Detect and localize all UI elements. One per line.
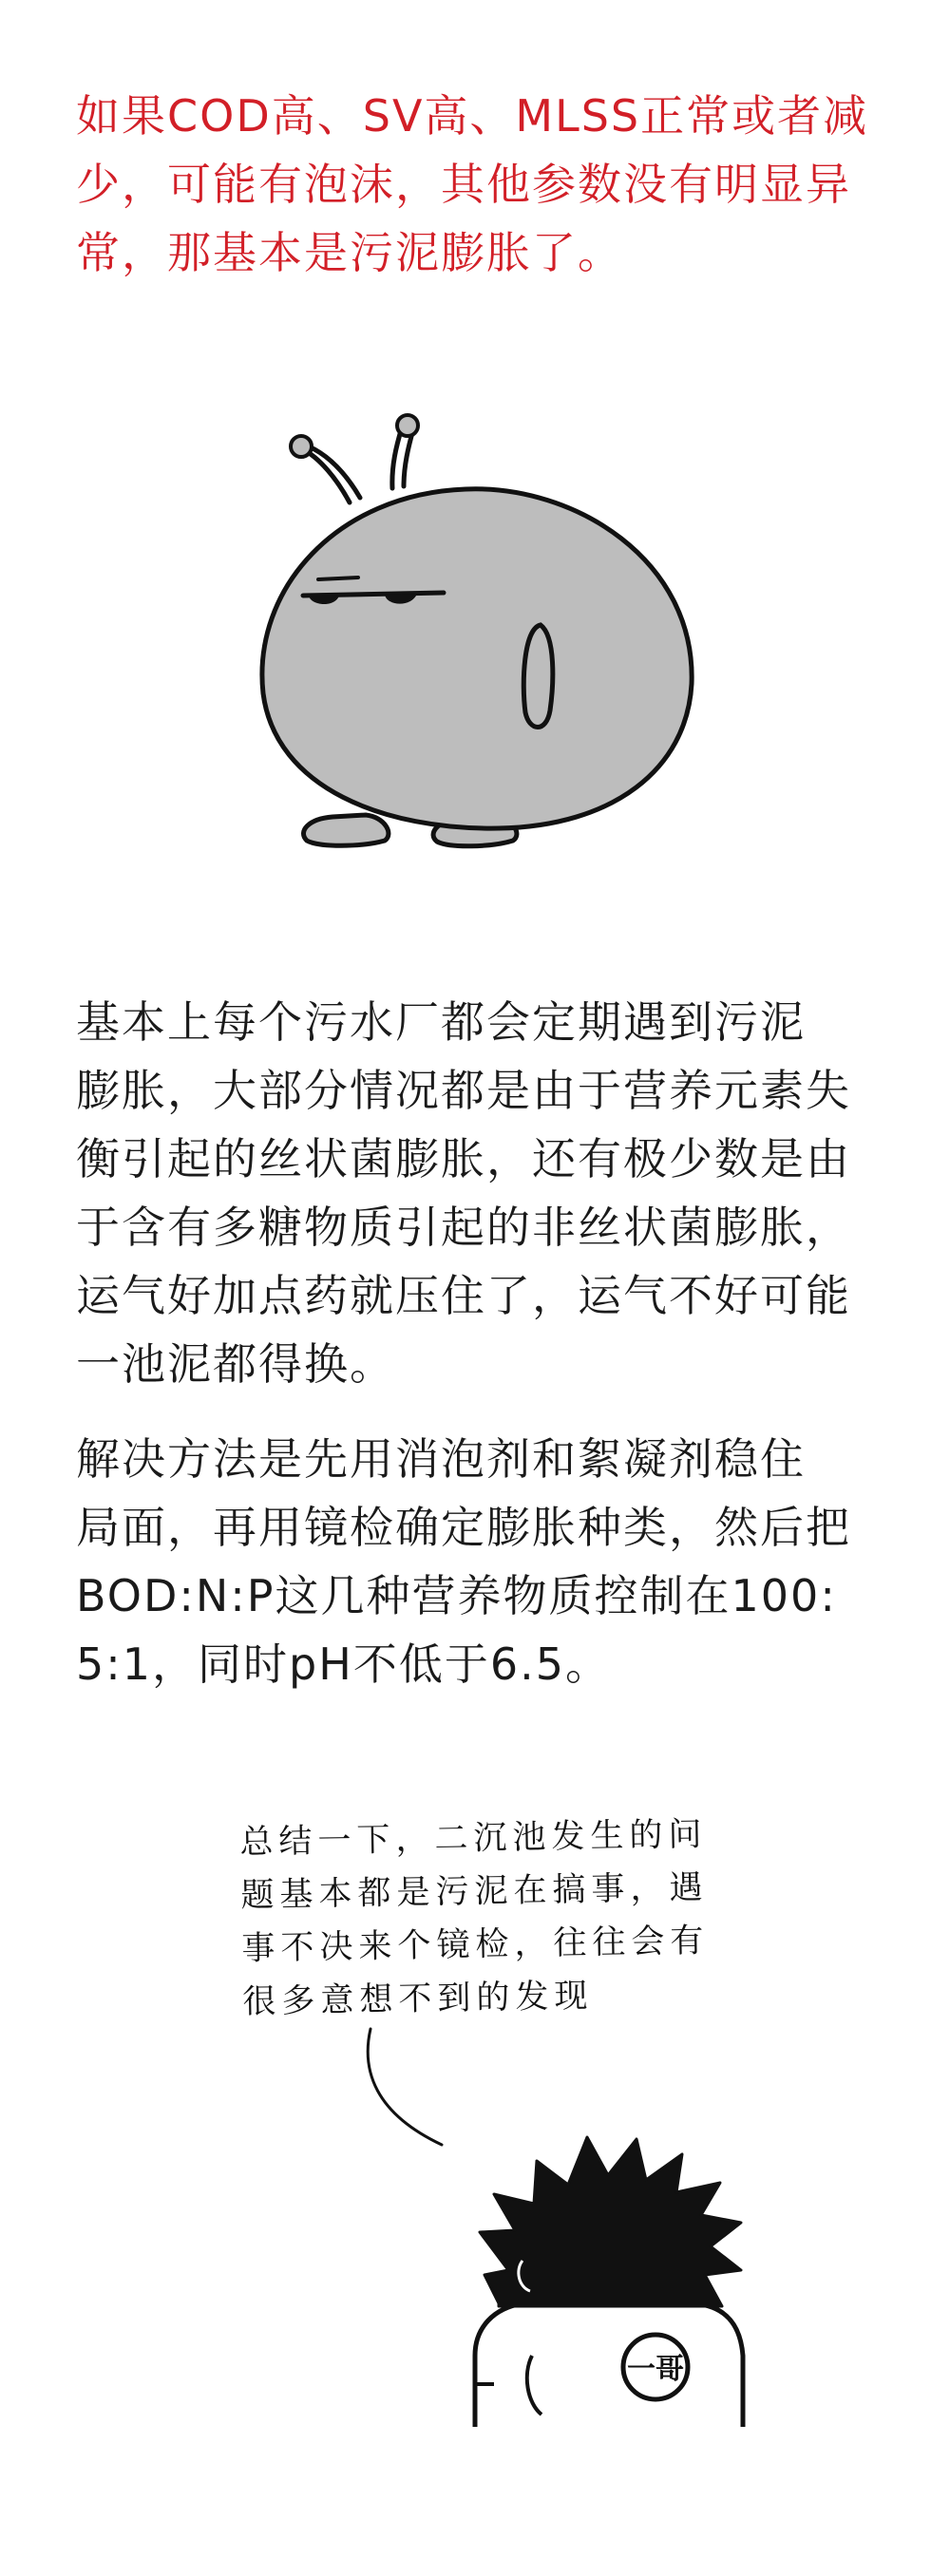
blob-body — [262, 489, 692, 828]
solution-paragraph — [76, 1425, 893, 1698]
badge-text: 一哥 — [627, 2353, 684, 2386]
speech-text — [239, 1808, 711, 2029]
speech-line: 题基本都是污泥在搞事，遇 — [240, 1868, 709, 1915]
explanation-line: 运气好加点药就压住了，运气不好可能 — [76, 1270, 851, 1321]
solution-line: 解决方法是先用消泡剂和絮凝剂稳住 — [76, 1433, 806, 1485]
intro-paragraph — [76, 82, 893, 287]
antenna-right — [392, 415, 418, 488]
intro-line: 常，那基本是污泥膨胀了。 — [76, 227, 623, 278]
explanation-line: 于含有多糖物质引起的非丝状菌膨胀， — [76, 1202, 851, 1253]
explanation-line: 一池泥都得换。 — [76, 1338, 395, 1390]
speech-line: 总结一下，二沉池发生的问 — [239, 1815, 708, 1862]
solution-line: 局面，再用镜检确定膨胀种类，然后把 — [76, 1502, 851, 1553]
character-body — [475, 2303, 743, 2427]
speech-pointer-line — [352, 2023, 466, 2156]
gray-blob-mascot-illustration — [242, 408, 708, 860]
explanation-line: 基本上每个污水厂都会定期遇到污泥 — [76, 996, 806, 1048]
solution-line: 5:1，同时pH不低于6.5。 — [76, 1638, 611, 1690]
intro-line: 如果COD高、SV高、MLSS正常或者减 — [76, 90, 869, 142]
solution-line: BOD:N:P这几种营养物质控制在100: — [76, 1570, 837, 1621]
character-illustration — [456, 2071, 770, 2427]
antenna-left — [291, 436, 360, 502]
explanation-line: 衡引起的丝状菌膨胀，还有极少数是由 — [76, 1133, 851, 1184]
explanation-paragraph — [76, 988, 893, 1398]
character-badge — [623, 2335, 688, 2399]
explanation-line: 膨胀，大部分情况都是由于营养元素失 — [76, 1065, 851, 1116]
speech-line: 很多意想不到的发现 — [242, 1977, 594, 2021]
speech-line: 事不决来个镜检，往往会有 — [241, 1922, 710, 1968]
intro-line: 少，可能有泡沫，其他参数没有明显异 — [76, 159, 851, 210]
